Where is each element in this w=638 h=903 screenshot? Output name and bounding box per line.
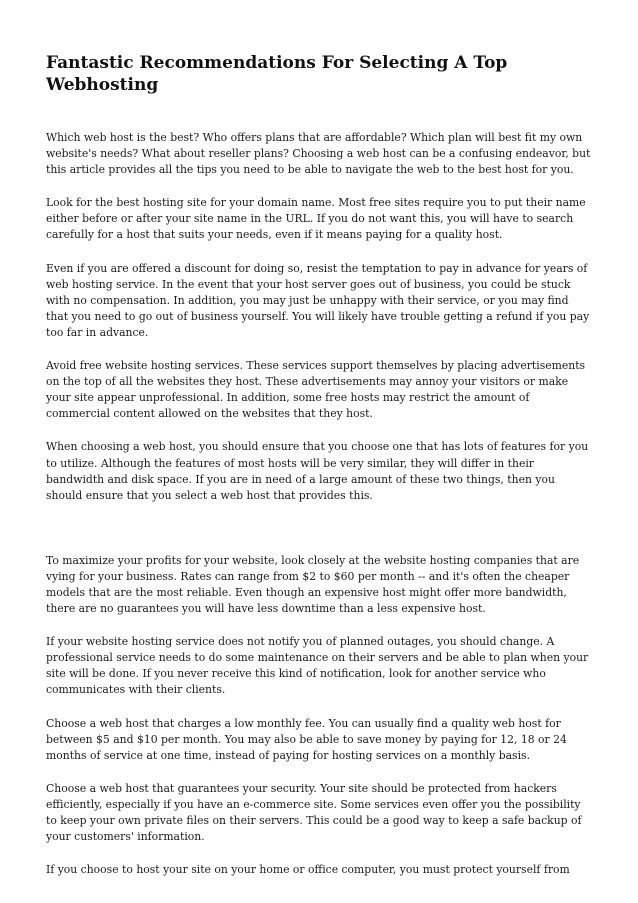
paragraph-4: Avoid free website hosting services. These services support themselves by placing advertisements on the top of all the websites they host. These advertisements may annoy your visitors or make your site appear unprofessional. In addition, some free hosts may restrict the amount of commercial content allowed on the websites that they host. [46, 359, 586, 421]
paragraph-8: Choose a web host that charges a low monthly fee. You can usually find a quality web host for between $5 and $10 per month. You may also be able to save money by paying for 12, 18 or 24 months of service at one time, instead of paying for hosting services on a monthly basis. [46, 716, 567, 762]
paragraph-7: If your website hosting service does not notify you of planned outages, you should change. A professional service needs to do some maintenance on their servers and be able to plan when your site will be done. If you never receive this kind of notification, look for another service who communicates with their clients. [46, 635, 589, 697]
paragraph-5: When choosing a web host, you should ensure that you choose one that has lots of features for you to utilize. Although the features of most hosts will be very similar, they will differ in their bandwidth and disk space. If you are in need of a large amount of these two things, then you should ensure that you select a web host that provides this. [46, 440, 589, 502]
paragraph-9: Choose a web host that guarantees your security. Your site should be protected from hackers efficiently, especially if you have an e-commerce site. Some services even offer you the possibility to keep your own private files on their servers. This could be a good way to keep a safe backup of your customers' information. [46, 781, 582, 844]
document-page [46, 52, 594, 895]
paragraph-10: If you choose to host your site on your home or office computer, you must protect yourself from [46, 863, 570, 877]
paragraph-1: Which web host is the best? Who offers plans that are affordable? Which plan will best fit my own website's needs? What about reseller plans? Choosing a web host can be a confusing endeavor, but this article provides all the tips you need to be able to navigate the web to the best host for you. [46, 131, 591, 177]
paragraph-3: Even if you are offered a discount for doing so, resist the temptation to pay in advance for years of web hosting service. In the event that your host server goes out of business, you could be stuck with no compensation. In addition, you may just be unhappy with their service, or you may find that you need to go out of business yourself. You will likely have trouble getting a refund if you pay too far in advance. [46, 261, 590, 339]
document-title: Fantastic Recommendations For Selecting A Top Webhosting [46, 53, 508, 95]
paragraph-2: Look for the best hosting site for your domain name. Most free sites require you to put their name either before or after your site name in the URL. If you do not want this, you will have to search carefully for a host that suits your needs, even if it means paying for a quality host. [46, 196, 586, 242]
paragraph-6: To maximize your profits for your website, look closely at the website hosting companies that are vying for your business. Rates can range from $2 to $60 per month -- and it's often the cheaper models that are the most reliable. Even though an expensive host might offer more bandwidth, there are no guarantees you will have less downtime than a less expensive host. [46, 553, 580, 616]
section-gap [46, 521, 594, 553]
